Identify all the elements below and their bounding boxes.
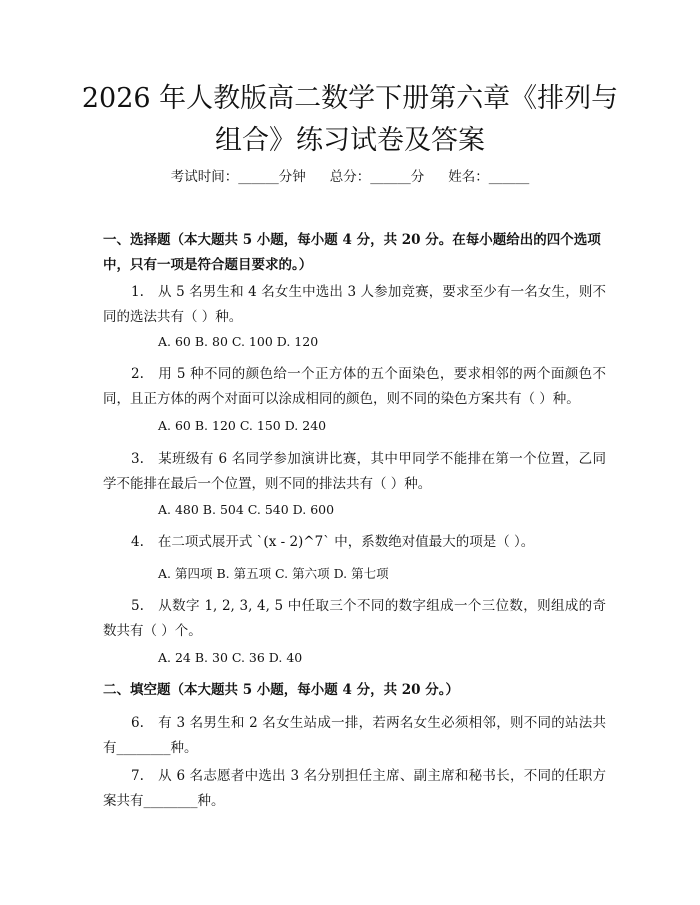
question-6 [103, 711, 606, 761]
question-2 [103, 362, 606, 412]
question-7 [103, 764, 606, 814]
question-5 [103, 594, 606, 644]
question-number: 7. [131, 768, 144, 784]
title-line-2: 组合》练习试卷及答案 [215, 125, 485, 156]
score-blank: ______ [370, 169, 411, 185]
question-number: 1. [131, 284, 144, 300]
question-5-options: A. 24 B. 30 C. 36 D. 40 [158, 650, 303, 665]
question-text: 在二项式展开式 `(x - 2)^7` 中，系数绝对值最大的项是（ ）。 [157, 534, 535, 550]
question-text: 用 5 种不同的颜色给一个正方体的五个面染色，要求相邻的两个面颜色不同，且正方体的两个对面可以涂成相同的颜色，则不同的染色方案共有（ ）种。 [103, 366, 606, 407]
question-number: 2. [131, 366, 144, 382]
question-text: 有 3 名男生和 2 名女生站成一排，若两名女生必须相邻，则不同的站法共有________种。 [103, 715, 606, 756]
question-number: 6. [131, 715, 144, 731]
question-1-options: A. 60 B. 80 C. 100 D. 120 [158, 334, 319, 349]
score-unit: 分 [410, 169, 425, 185]
time-label: 考试时间： [170, 169, 239, 185]
question-number: 3. [131, 451, 144, 467]
question-text: 从 5 名男生和 4 名女生中选出 3 人参加竞赛，要求至少有一名女生，则不同的选法共有（ ）种。 [103, 284, 606, 325]
question-2-options: A. 60 B. 120 C. 150 D. 240 [158, 418, 327, 433]
question-4-options: A. 第四项 B. 第五项 C. 第六项 D. 第七项 [158, 566, 389, 581]
question-1 [103, 280, 606, 330]
time-unit: 分钟 [278, 169, 306, 185]
question-number: 4. [131, 534, 144, 550]
question-4 [103, 530, 606, 555]
question-3 [103, 447, 606, 497]
question-text: 从 6 名志愿者中选出 3 名分别担任主席、副主席和秘书长，不同的任职方案共有________种。 [103, 768, 606, 809]
question-text: 某班级有 6 名同学参加演讲比赛，其中甲同学不能排在第一个位置，乙同学不能排在最后一个位置，则不同的排法共有（ ）种。 [103, 451, 606, 492]
score-label: 总分： [329, 169, 371, 185]
time-blank: ______ [238, 169, 279, 185]
page-title [60, 78, 640, 162]
name-label: 姓名： [448, 169, 489, 185]
section-heading-choice: 一、选择题（本大题共 5 小题，每小题 4 分，共 20 分。在每小题给出的四个选项中，只有一项是符合题目要求的。） [103, 232, 601, 273]
title-line-1: 2026 年人教版高二数学下册第六章《排列与 [81, 83, 619, 114]
name-blank: ______ [488, 169, 530, 185]
question-number: 5. [131, 598, 144, 614]
question-text: 从数字 1, 2, 3, 4, 5 中任取三个不同的数字组成一个三位数，则组成的奇数共有（ ）个。 [103, 598, 606, 639]
section-heading-fill: 二、填空题（本大题共 5 小题，每小题 4 分，共 20 分。） [103, 682, 460, 698]
question-3-options: A. 480 B. 504 C. 540 D. 600 [158, 502, 335, 517]
exam-meta [0, 167, 700, 187]
